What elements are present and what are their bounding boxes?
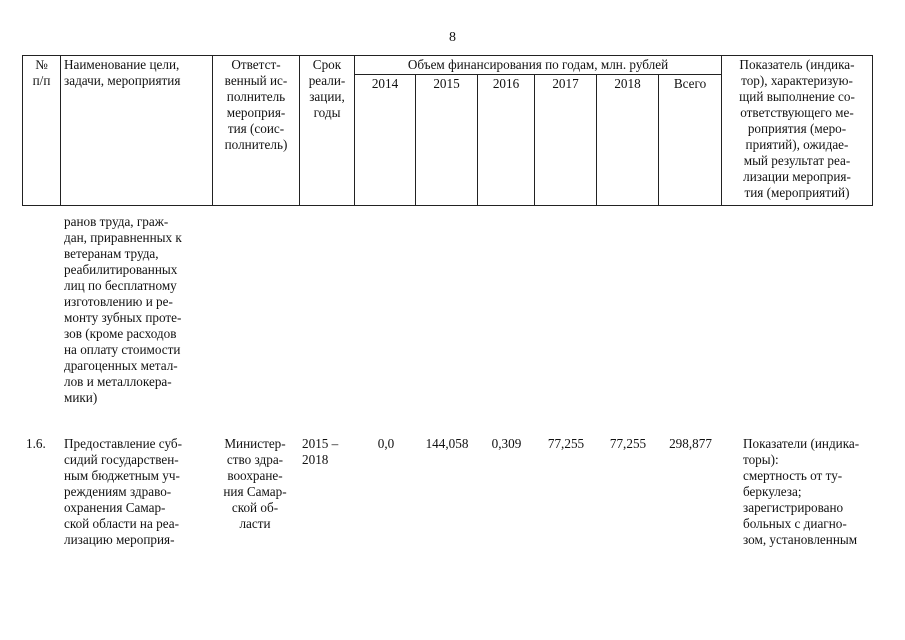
row-value-2016: 0,309 xyxy=(491,436,522,451)
header-indicator: Показатель (индика- тор), характеризую- щий выполнение со- ответствующего ме- роприятия (меро- приятий), ожидае- мый результат реа- лизации мероприя- тия (мероприятий) xyxy=(722,56,873,206)
row-value-2015: 144,058 xyxy=(425,436,469,451)
header-num: № п/п xyxy=(23,56,61,206)
header-year-2018: 2018 xyxy=(597,75,659,206)
row-value-2014: 0,0 xyxy=(377,436,395,451)
header-executor: Ответст- венный ис- полнитель мероприя- тия (соис- полнитель) xyxy=(213,56,300,206)
header-year-2014: 2014 xyxy=(355,75,416,206)
page-number: 8 xyxy=(449,30,456,45)
header-year-2015: 2015 xyxy=(416,75,478,206)
table-header xyxy=(22,55,873,206)
row-num: 1.6. xyxy=(26,436,46,451)
row-value-2018: 77,255 xyxy=(609,436,647,451)
row-value-2017: 77,255 xyxy=(547,436,585,451)
header-year-2016: 2016 xyxy=(478,75,535,206)
row-executor: Министер- ство здра- воохране- ния Самар- ской об- ласти xyxy=(223,436,287,531)
header-funding: Объем финансирования по годам, млн. рублей xyxy=(355,56,722,75)
continued-text: ранов труда, граж- дан, приравненных к ветеранам труда, реабилитированных лиц по бесплатному изготовлению и ре- монту зубных протe- зов (кроме расходов на оплату стоимости драгоценных метал- лов и металлокера- мики) xyxy=(64,214,182,405)
row-name: Предоставление суб- сидий государствен- ным бюджетным уч- реждениям здраво- охранения Самар- ской области на реа- лизацию мероприя- xyxy=(64,436,183,547)
row-term: 2015 – 2018 xyxy=(302,436,339,467)
row-value-total: 298,877 xyxy=(669,436,712,451)
row-indicator: Показатели (индика- торы): смертность от ту- беркулеза; зарегистрировано больных с диагно- зом, установленным xyxy=(743,436,860,547)
header-term: Срок реали- зации, годы xyxy=(300,56,355,206)
header-year-2017: 2017 xyxy=(535,75,597,206)
header-year-total: Всего xyxy=(659,75,722,206)
header-name: Наименование цели, задачи, мероприятия xyxy=(61,56,213,206)
